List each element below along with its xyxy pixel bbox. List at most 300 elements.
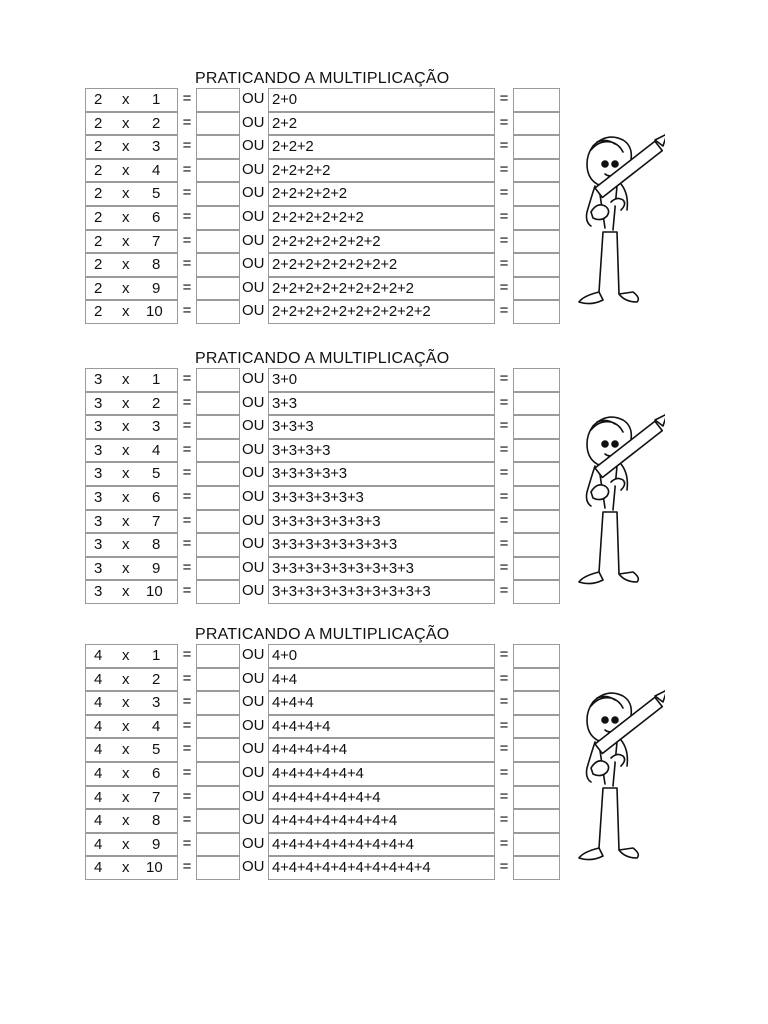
times-sign: x <box>122 441 130 459</box>
times-sign: x <box>122 465 130 483</box>
multiplication-cell <box>85 715 178 739</box>
factor-number: 8 <box>152 256 161 274</box>
product-answer-box[interactable] <box>196 135 240 159</box>
addition-expression: 2+2+2+2+2+2+2+2 <box>268 253 495 277</box>
addition-expression: 2+2+2+2+2 <box>268 182 495 206</box>
times-sign: x <box>122 371 130 388</box>
times-sign: x <box>122 536 130 554</box>
factor-number: 5 <box>152 185 161 203</box>
equals-sign: = <box>182 184 192 202</box>
equals-sign: = <box>499 464 509 482</box>
base-number: 3 <box>94 371 103 388</box>
addition-expression: 4+4+4+4+4+4 <box>268 762 495 786</box>
multiplication-cell <box>85 809 178 833</box>
or-label: OU <box>242 113 265 131</box>
addition-expression: 2+2+2+2+2+2+2+2+2+2 <box>268 300 495 324</box>
times-sign: x <box>122 583 130 601</box>
factor-number: 6 <box>152 488 161 506</box>
factor-number: 8 <box>152 536 161 554</box>
product-answer-box[interactable] <box>196 715 240 739</box>
base-number: 3 <box>94 512 103 530</box>
equals-sign: = <box>499 834 509 852</box>
equals-sign: = <box>182 464 192 482</box>
equals-sign: = <box>182 716 192 734</box>
times-sign: x <box>122 647 130 664</box>
factor-number: 9 <box>152 835 161 853</box>
base-number: 3 <box>94 536 103 554</box>
equals-sign: = <box>182 231 192 249</box>
equals-sign: = <box>182 278 192 296</box>
equals-sign: = <box>499 693 509 711</box>
product-answer-box[interactable] <box>196 510 240 534</box>
multiplication-cell <box>85 206 178 230</box>
sum-answer-box[interactable] <box>513 253 560 277</box>
multiplication-cell <box>85 368 178 392</box>
factor-number: 3 <box>152 138 161 156</box>
addition-expression: 3+3+3+3+3+3+3 <box>268 510 495 534</box>
times-sign: x <box>122 694 130 712</box>
base-number: 2 <box>94 185 103 203</box>
or-label: OU <box>242 582 265 600</box>
addition-expression: 3+3+3+3+3+3+3+3+3 <box>268 557 495 581</box>
equals-sign: = <box>499 440 509 458</box>
multiplication-cell <box>85 277 178 301</box>
equals-sign: = <box>182 763 192 781</box>
or-label: OU <box>242 207 265 225</box>
factor-number: 9 <box>152 279 161 297</box>
times-sign: x <box>122 512 130 530</box>
sum-answer-box[interactable] <box>513 809 560 833</box>
sum-answer-box[interactable] <box>513 439 560 463</box>
sum-answer-box[interactable] <box>513 557 560 581</box>
multiplication-cell <box>85 135 178 159</box>
product-answer-box[interactable] <box>196 300 240 324</box>
sum-answer-box[interactable] <box>513 856 560 880</box>
factor-number: 1 <box>152 647 161 664</box>
sum-answer-box[interactable] <box>513 300 560 324</box>
base-number: 3 <box>94 488 103 506</box>
boy-with-pencil-icon <box>565 408 665 608</box>
sum-answer-box[interactable] <box>513 159 560 183</box>
multiplication-cell <box>85 533 178 557</box>
multiplication-cell <box>85 88 178 112</box>
equals-sign: = <box>182 646 192 663</box>
factor-number: 9 <box>152 559 161 577</box>
multiplication-cell <box>85 557 178 581</box>
or-label: OU <box>242 278 265 296</box>
multiplication-cell <box>85 415 178 439</box>
base-number: 4 <box>94 717 103 735</box>
or-label: OU <box>242 417 265 435</box>
sum-answer-box[interactable] <box>513 691 560 715</box>
multiplication-cell <box>85 668 178 692</box>
equals-sign: = <box>499 231 509 249</box>
equals-sign: = <box>499 669 509 687</box>
equals-sign: = <box>499 302 509 320</box>
equals-sign: = <box>499 160 509 178</box>
equals-sign: = <box>499 716 509 734</box>
equals-sign: = <box>499 417 509 435</box>
equals-sign: = <box>499 511 509 529</box>
base-number: 2 <box>94 279 103 297</box>
sum-answer-box[interactable] <box>513 644 560 668</box>
sum-answer-box[interactable] <box>513 88 560 112</box>
factor-number: 10 <box>146 859 163 877</box>
product-answer-box[interactable] <box>196 206 240 230</box>
factor-number: 1 <box>152 91 161 108</box>
or-label: OU <box>242 834 265 852</box>
sum-answer-box[interactable] <box>513 580 560 604</box>
addition-expression: 2+2+2+2+2+2+2 <box>268 230 495 254</box>
or-label: OU <box>242 393 265 411</box>
addition-expression: 2+2 <box>268 112 495 136</box>
base-number: 2 <box>94 303 103 321</box>
addition-expression: 4+4+4+4+4+4+4+4 <box>268 809 495 833</box>
multiplication-cell <box>85 510 178 534</box>
equals-sign: = <box>499 858 509 876</box>
product-answer-box[interactable] <box>196 230 240 254</box>
equals-sign: = <box>499 740 509 758</box>
times-sign: x <box>122 670 130 688</box>
multiplication-cell <box>85 462 178 486</box>
sum-answer-box[interactable] <box>513 668 560 692</box>
product-answer-box[interactable] <box>196 557 240 581</box>
equals-sign: = <box>499 207 509 225</box>
base-number: 2 <box>94 114 103 132</box>
times-sign: x <box>122 788 130 806</box>
equals-sign: = <box>499 646 509 663</box>
times-sign: x <box>122 232 130 250</box>
times-sign: x <box>122 717 130 735</box>
factor-number: 2 <box>152 394 161 412</box>
base-number: 4 <box>94 812 103 830</box>
base-number: 2 <box>94 232 103 250</box>
base-number: 4 <box>94 741 103 759</box>
factor-number: 5 <box>152 741 161 759</box>
sum-answer-box[interactable] <box>513 786 560 810</box>
base-number: 4 <box>94 764 103 782</box>
equals-sign: = <box>182 90 192 107</box>
times-sign: x <box>122 859 130 877</box>
times-sign: x <box>122 279 130 297</box>
addition-expression: 2+2+2+2+2+2 <box>268 206 495 230</box>
multiplication-cell <box>85 486 178 510</box>
sum-answer-box[interactable] <box>513 738 560 762</box>
or-label: OU <box>242 693 265 711</box>
factor-number: 2 <box>152 670 161 688</box>
equals-sign: = <box>499 811 509 829</box>
multiplication-cell <box>85 182 178 206</box>
equals-sign: = <box>499 787 509 805</box>
base-number: 3 <box>94 559 103 577</box>
equals-sign: = <box>499 370 509 387</box>
times-sign: x <box>122 741 130 759</box>
times-sign: x <box>122 764 130 782</box>
or-label: OU <box>242 646 265 663</box>
product-answer-box[interactable] <box>196 415 240 439</box>
equals-sign: = <box>182 113 192 131</box>
product-answer-box[interactable] <box>196 253 240 277</box>
equals-sign: = <box>182 669 192 687</box>
section-title: PRATICANDO A MULTIPLICAÇÃO <box>195 70 450 87</box>
times-sign: x <box>122 812 130 830</box>
base-number: 4 <box>94 859 103 877</box>
base-number: 4 <box>94 694 103 712</box>
product-answer-box[interactable] <box>196 112 240 136</box>
or-label: OU <box>242 558 265 576</box>
equals-sign: = <box>499 535 509 553</box>
product-answer-box[interactable] <box>196 392 240 416</box>
base-number: 3 <box>94 583 103 601</box>
base-number: 2 <box>94 91 103 108</box>
times-sign: x <box>122 394 130 412</box>
sum-answer-box[interactable] <box>513 715 560 739</box>
factor-number: 7 <box>152 512 161 530</box>
equals-sign: = <box>499 278 509 296</box>
addition-expression: 4+4+4+4+4+4+4+4+4+4 <box>268 856 495 880</box>
times-sign: x <box>122 138 130 156</box>
factor-number: 1 <box>152 371 161 388</box>
multiplication-cell <box>85 392 178 416</box>
product-answer-box[interactable] <box>196 668 240 692</box>
sum-answer-box[interactable] <box>513 486 560 510</box>
multiplication-cell <box>85 691 178 715</box>
equals-sign: = <box>182 858 192 876</box>
section-title: PRATICANDO A MULTIPLICAÇÃO <box>195 626 450 643</box>
or-label: OU <box>242 811 265 829</box>
multiplication-cell <box>85 738 178 762</box>
addition-expression: 3+3+3+3+3+3+3+3+3+3 <box>268 580 495 604</box>
equals-sign: = <box>182 693 192 711</box>
base-number: 2 <box>94 256 103 274</box>
product-answer-box[interactable] <box>196 833 240 857</box>
equals-sign: = <box>182 440 192 458</box>
boy-with-pencil-icon <box>565 684 665 884</box>
product-answer-box[interactable] <box>196 533 240 557</box>
equals-sign: = <box>182 558 192 576</box>
factor-number: 4 <box>152 161 161 179</box>
product-answer-box[interactable] <box>196 762 240 786</box>
factor-number: 10 <box>146 583 163 601</box>
equals-sign: = <box>499 184 509 202</box>
multiplication-cell <box>85 856 178 880</box>
base-number: 2 <box>94 161 103 179</box>
sum-answer-box[interactable] <box>513 277 560 301</box>
base-number: 2 <box>94 208 103 226</box>
addition-expression: 3+0 <box>268 368 495 392</box>
product-answer-box[interactable] <box>196 486 240 510</box>
product-answer-box[interactable] <box>196 738 240 762</box>
equals-sign: = <box>182 160 192 178</box>
factor-number: 3 <box>152 694 161 712</box>
or-label: OU <box>242 137 265 155</box>
addition-expression: 3+3 <box>268 392 495 416</box>
equals-sign: = <box>499 113 509 131</box>
product-answer-box[interactable] <box>196 368 240 392</box>
equals-sign: = <box>499 763 509 781</box>
multiplication-cell <box>85 644 178 668</box>
section-title: PRATICANDO A MULTIPLICAÇÃO <box>195 350 450 367</box>
addition-expression: 3+3+3+3+3+3 <box>268 486 495 510</box>
addition-expression: 3+3+3 <box>268 415 495 439</box>
or-label: OU <box>242 669 265 687</box>
factor-number: 7 <box>152 788 161 806</box>
product-answer-box[interactable] <box>196 159 240 183</box>
base-number: 3 <box>94 394 103 412</box>
sum-answer-box[interactable] <box>513 206 560 230</box>
addition-expression: 2+2+2+2+2+2+2+2+2 <box>268 277 495 301</box>
product-answer-box[interactable] <box>196 691 240 715</box>
multiplication-cell <box>85 112 178 136</box>
multiplication-cell <box>85 230 178 254</box>
sum-answer-box[interactable] <box>513 462 560 486</box>
or-label: OU <box>242 740 265 758</box>
equals-sign: = <box>182 511 192 529</box>
equals-sign: = <box>182 582 192 600</box>
addition-expression: 4+4+4 <box>268 691 495 715</box>
sum-answer-box[interactable] <box>513 510 560 534</box>
times-sign: x <box>122 488 130 506</box>
factor-number: 6 <box>152 208 161 226</box>
multiplication-cell <box>85 762 178 786</box>
factor-number: 8 <box>152 812 161 830</box>
addition-expression: 2+2+2 <box>268 135 495 159</box>
equals-sign: = <box>182 787 192 805</box>
equals-sign: = <box>182 535 192 553</box>
base-number: 4 <box>94 835 103 853</box>
or-label: OU <box>242 231 265 249</box>
or-label: OU <box>242 858 265 876</box>
times-sign: x <box>122 208 130 226</box>
addition-expression: 3+3+3+3 <box>268 439 495 463</box>
equals-sign: = <box>499 137 509 155</box>
or-label: OU <box>242 511 265 529</box>
multiplication-cell <box>85 439 178 463</box>
equals-sign: = <box>182 255 192 273</box>
multiplication-cell <box>85 253 178 277</box>
or-label: OU <box>242 302 265 320</box>
boy-with-pencil-icon <box>565 128 665 328</box>
factor-number: 4 <box>152 717 161 735</box>
equals-sign: = <box>182 811 192 829</box>
or-label: OU <box>242 464 265 482</box>
factor-number: 10 <box>146 303 163 321</box>
multiplication-cell <box>85 580 178 604</box>
equals-sign: = <box>182 417 192 435</box>
base-number: 3 <box>94 441 103 459</box>
addition-expression: 4+0 <box>268 644 495 668</box>
product-answer-box[interactable] <box>196 644 240 668</box>
equals-sign: = <box>499 582 509 600</box>
factor-number: 7 <box>152 232 161 250</box>
multiplication-cell <box>85 300 178 324</box>
times-sign: x <box>122 256 130 274</box>
or-label: OU <box>242 184 265 202</box>
product-answer-box[interactable] <box>196 786 240 810</box>
or-label: OU <box>242 370 265 387</box>
product-answer-box[interactable] <box>196 277 240 301</box>
sum-answer-box[interactable] <box>513 135 560 159</box>
times-sign: x <box>122 418 130 436</box>
sum-answer-box[interactable] <box>513 415 560 439</box>
times-sign: x <box>122 303 130 321</box>
times-sign: x <box>122 835 130 853</box>
product-answer-box[interactable] <box>196 580 240 604</box>
or-label: OU <box>242 787 265 805</box>
base-number: 4 <box>94 647 103 664</box>
product-answer-box[interactable] <box>196 88 240 112</box>
or-label: OU <box>242 90 265 107</box>
addition-expression: 4+4+4+4 <box>268 715 495 739</box>
factor-number: 6 <box>152 764 161 782</box>
multiplication-cell <box>85 159 178 183</box>
sum-answer-box[interactable] <box>513 182 560 206</box>
equals-sign: = <box>499 487 509 505</box>
factor-number: 3 <box>152 418 161 436</box>
product-answer-box[interactable] <box>196 439 240 463</box>
base-number: 3 <box>94 418 103 436</box>
equals-sign: = <box>182 393 192 411</box>
addition-expression: 4+4+4+4+4+4+4+4+4 <box>268 833 495 857</box>
sum-answer-box[interactable] <box>513 833 560 857</box>
addition-expression: 3+3+3+3+3+3+3+3 <box>268 533 495 557</box>
factor-number: 5 <box>152 465 161 483</box>
sum-answer-box[interactable] <box>513 392 560 416</box>
product-answer-box[interactable] <box>196 856 240 880</box>
times-sign: x <box>122 185 130 203</box>
base-number: 4 <box>94 788 103 806</box>
sum-answer-box[interactable] <box>513 230 560 254</box>
addition-expression: 4+4 <box>268 668 495 692</box>
times-sign: x <box>122 114 130 132</box>
or-label: OU <box>242 716 265 734</box>
multiplication-cell <box>85 833 178 857</box>
sum-answer-box[interactable] <box>513 112 560 136</box>
sum-answer-box[interactable] <box>513 368 560 392</box>
or-label: OU <box>242 255 265 273</box>
equals-sign: = <box>499 558 509 576</box>
product-answer-box[interactable] <box>196 462 240 486</box>
equals-sign: = <box>499 90 509 107</box>
addition-expression: 4+4+4+4+4 <box>268 738 495 762</box>
times-sign: x <box>122 91 130 108</box>
equals-sign: = <box>182 487 192 505</box>
or-label: OU <box>242 763 265 781</box>
times-sign: x <box>122 161 130 179</box>
or-label: OU <box>242 487 265 505</box>
or-label: OU <box>242 440 265 458</box>
factor-number: 4 <box>152 441 161 459</box>
base-number: 3 <box>94 465 103 483</box>
times-sign: x <box>122 559 130 577</box>
product-answer-box[interactable] <box>196 182 240 206</box>
sum-answer-box[interactable] <box>513 762 560 786</box>
equals-sign: = <box>499 255 509 273</box>
factor-number: 2 <box>152 114 161 132</box>
product-answer-box[interactable] <box>196 809 240 833</box>
addition-expression: 3+3+3+3+3 <box>268 462 495 486</box>
addition-expression: 2+0 <box>268 88 495 112</box>
or-label: OU <box>242 160 265 178</box>
equals-sign: = <box>182 302 192 320</box>
addition-expression: 2+2+2+2 <box>268 159 495 183</box>
equals-sign: = <box>182 137 192 155</box>
base-number: 2 <box>94 138 103 156</box>
addition-expression: 4+4+4+4+4+4+4 <box>268 786 495 810</box>
equals-sign: = <box>182 207 192 225</box>
equals-sign: = <box>182 740 192 758</box>
sum-answer-box[interactable] <box>513 533 560 557</box>
